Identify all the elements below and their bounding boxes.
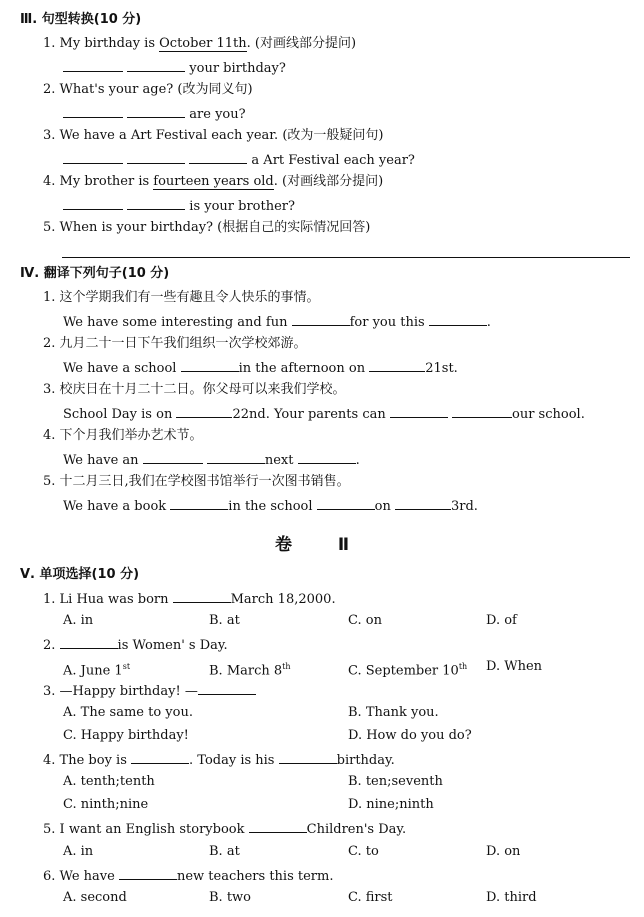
answer-blank[interactable] [60,636,118,649]
s5-q2-option-a[interactable] [63,659,130,679]
answer-blank[interactable] [176,405,232,418]
q-cn: 十二月三日,我们在学校图书馆举行一次图书销售。 [59,474,350,489]
q-text: We have an [63,453,143,468]
q-num: 4. [43,753,56,768]
q-num: 1. [43,290,56,305]
ordinal-suffix: th [458,662,468,671]
q-num: 3. [43,684,56,699]
answer-blank[interactable] [127,151,185,164]
s5-q2-option-d[interactable]: D. When [486,659,543,674]
answer-blank[interactable] [452,405,512,418]
q-text: What's your age? (改为同义句) [59,82,253,97]
q-text: We have a book [63,499,171,514]
answer-blank[interactable] [181,359,239,372]
answer-blank[interactable] [127,105,185,118]
q-text: We have a school [63,361,181,376]
answer-tail: is your brother? [189,199,295,214]
s3-q1 [43,36,356,52]
ordinal-suffix: st [122,662,131,671]
answer-blank[interactable] [119,867,177,880]
q-text: new teachers this term. [176,869,334,884]
s5-q3-option-c[interactable]: C. Happy birthday! [63,728,189,743]
s4-q2-chinese [43,336,307,352]
answer-blank[interactable] [63,151,123,164]
answer-blank[interactable] [298,451,356,464]
answer-blank[interactable] [170,497,228,510]
s5-q1-option-c[interactable]: C. on [348,613,382,628]
section-3-header: Ⅲ. 句型转换(10 分) [20,12,142,27]
q-num: 2. [43,336,56,351]
answer-rule[interactable] [62,257,630,258]
q-num: 6. [43,869,56,884]
q-cn: 这个学期我们有一些有趣且令人快乐的事情。 [59,290,320,305]
s4-q5-english [63,497,478,515]
s4-q4-chinese [43,428,203,444]
q-cn: 校庆日在十月二十二日。你父母可以来我们学校。 [59,382,346,397]
q-text-post: . (对画线部分提问) [246,36,357,51]
s5-q1-option-d[interactable]: D. of [486,613,517,628]
q-num: 5. [43,822,56,837]
answer-blank[interactable] [63,59,123,72]
q-text: is Women' s Day. [117,638,228,653]
q-num: 3. [43,382,56,397]
underlined-text: October 11th [159,36,247,51]
q-text: . [486,315,491,330]
s5-q2 [43,636,228,654]
q-text: School Day is on [63,407,177,422]
s5-q1-option-a[interactable]: A. in [63,613,94,628]
q-text: our school. [512,407,585,422]
s5-q4-option-b[interactable]: B. ten;seventh [348,774,443,789]
q-text: 22nd. Your parents can [232,407,390,422]
answer-tail: a Art Festival each year? [251,153,415,168]
q-num: 5. [43,474,56,489]
s4-q3-chinese [43,382,346,398]
q-text: in the school [228,499,317,514]
answer-blank[interactable] [279,751,337,764]
q-text-post: . (对画线部分提问) [273,174,384,189]
q-text: for you this [349,315,429,330]
s4-q3-english [63,405,585,423]
s5-q2-option-c[interactable] [348,659,467,679]
s5-q1 [43,590,336,608]
answer-tail: are you? [189,107,246,122]
answer-blank[interactable] [207,451,265,464]
answer-blank[interactable] [249,820,307,833]
answer-blank[interactable] [127,197,185,210]
q-text: The boy is [59,753,132,768]
answer-tail: your birthday? [189,61,286,76]
q-text: Children's Day. [306,822,407,837]
s4-q1-chinese [43,290,320,306]
s4-q1-english [63,313,491,331]
s3-q4-answer-line [63,197,295,215]
section-4-header: Ⅳ. 翻译下列句子(10 分) [20,266,170,281]
underlined-text: fourteen years old [153,174,274,189]
q-text-pre: My birthday is [59,36,160,51]
s5-q4-option-d[interactable]: D. nine;ninth [348,797,434,812]
s3-q3-answer-line [63,151,415,169]
s5-q5-option-b[interactable]: B. at [209,844,240,859]
s4-q4-english [63,451,360,469]
s5-q6-option-c[interactable]: C. first [348,890,393,905]
q-text: next [264,453,298,468]
answer-blank[interactable] [189,151,247,164]
s3-q2-answer-line [63,105,246,123]
volume-2-title: 卷 Ⅱ [274,535,370,555]
q-num: 2. [43,638,56,653]
answer-blank[interactable] [317,497,375,510]
s5-q6-option-b[interactable]: B. two [209,890,251,905]
q-num: 2. [43,82,56,97]
s5-q4-option-c[interactable]: C. ninth;nine [63,797,149,812]
option-text: A. June 1 [63,663,123,679]
q-num: 4. [43,428,56,443]
q-text: We have some interesting and fun [63,315,292,330]
s5-q6-option-a[interactable]: A. second [63,890,127,905]
s5-q6 [43,867,333,885]
ordinal-suffix: th [282,662,291,671]
answer-blank[interactable] [131,751,189,764]
s3-q5 [43,220,370,236]
q-cn: 下个月我们举办艺术节。 [59,428,203,443]
q-text: 21st. [425,361,458,376]
s4-q5-chinese [43,474,350,490]
answer-blank[interactable] [173,590,231,603]
answer-blank[interactable] [63,197,123,210]
s5-q3-option-b[interactable]: B. Thank you. [348,705,439,720]
q-text: When is your birthday? (根据自己的实际情况回答) [59,220,371,235]
s5-q5 [43,820,406,838]
s5-q5-option-d[interactable]: D. on [486,844,521,859]
q-text: 3rd. [451,499,478,514]
answer-blank[interactable] [127,59,185,72]
q-text: in the afternoon on [238,361,370,376]
s3-q1-answer-line [63,59,286,77]
q-num: 1. [43,36,56,51]
q-num: 5. [43,220,56,235]
s5-q2-option-b[interactable] [209,659,291,679]
answer-blank[interactable] [198,682,256,695]
section-5-header: Ⅴ. 单项选择(10 分) [20,567,140,582]
answer-blank[interactable] [292,313,350,326]
q-num: 3. [43,128,56,143]
s5-q4-option-a[interactable]: A. tenth;tenth [63,774,155,789]
q-text: . [355,453,360,468]
option-text: B. March 8 [209,663,283,679]
s5-q1-option-b[interactable]: B. at [209,613,240,628]
s3-q4 [43,174,383,190]
q-text: We have a Art Festival each year. (改为一般疑问句) [59,128,384,143]
answer-blank[interactable] [429,313,487,326]
q-cn: 九月二十一日下午我们组织一次学校郊游。 [59,336,307,351]
s5-q3-option-a[interactable]: A. The same to you. [63,705,193,720]
s5-q3 [43,682,256,700]
s5-q3-option-d[interactable]: D. How do you do? [348,728,472,743]
q-text-pre: My brother is [59,174,154,189]
q-text: Li Hua was born [59,592,173,607]
s5-q5-option-a[interactable]: A. in [63,844,94,859]
answer-blank[interactable] [63,105,123,118]
q-num: 4. [43,174,56,189]
answer-blank[interactable] [390,405,448,418]
q-text: birthday. [336,753,395,768]
q-text: March 18,2000. [230,592,336,607]
q-text: —Happy birthday! — [59,684,198,699]
q-text: on [374,499,395,514]
s5-q5-option-c[interactable]: C. to [348,844,379,859]
q-text: We have [59,869,119,884]
option-text: C. September 10 [348,663,459,679]
s3-q3 [43,128,383,144]
q-num: 1. [43,592,56,607]
s5-q4 [43,751,395,769]
answer-blank[interactable] [143,451,203,464]
q-text: I want an English storybook [59,822,249,837]
s3-q2 [43,82,253,98]
s4-q2-english [63,359,458,377]
s5-q6-option-d[interactable]: D. third [486,890,537,905]
answer-blank[interactable] [395,497,451,510]
answer-blank[interactable] [369,359,425,372]
q-text: . Today is his [189,753,279,768]
